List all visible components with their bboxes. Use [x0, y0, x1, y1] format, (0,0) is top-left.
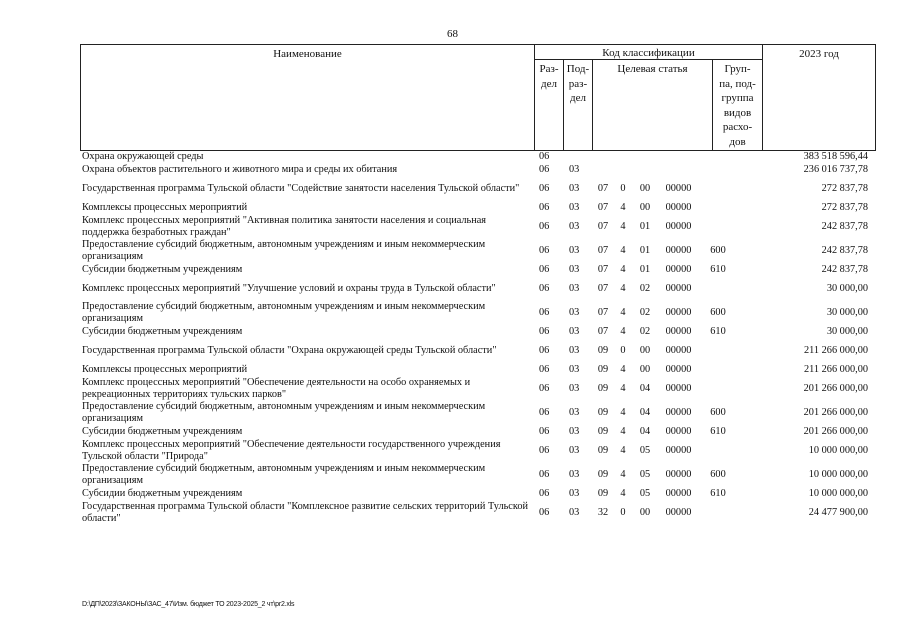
cell-prz: 03	[569, 488, 580, 499]
cell-prz: 03	[569, 307, 580, 318]
cell-cs1: 07	[597, 221, 609, 232]
cell-cs4: 00000	[665, 283, 692, 294]
cell-rz: 06	[539, 507, 550, 518]
cell-cs3: 02	[639, 326, 651, 337]
cell-rz: 06	[539, 326, 550, 337]
table-row	[80, 325, 876, 339]
cell-cs2: 0	[620, 345, 626, 356]
cell-name: Охрана окружающей среды	[82, 151, 204, 162]
cell-name: Субсидии бюджетным учреждениям	[82, 488, 243, 499]
cell-cs2: 4	[620, 407, 626, 418]
cell-cs1: 09	[597, 345, 609, 356]
header-vid: Груп- па, под- группа видов расхо- дов	[712, 60, 762, 151]
cell-name: Предоставление субсидий бюджетным, автономным учреждениям и иным некоммерческим организациям	[82, 239, 486, 262]
cell-cs4: 00000	[665, 364, 692, 375]
cell-cs3: 05	[639, 488, 651, 499]
table-row	[80, 339, 876, 363]
cell-prz: 03	[569, 183, 580, 194]
cell-rz: 06	[539, 164, 550, 175]
cell-sum: 10 000 000,00	[808, 488, 868, 499]
cell-cs3: 01	[639, 221, 651, 232]
header-name: Наименование	[80, 44, 534, 151]
cell-cs4: 00000	[665, 407, 692, 418]
table-row	[80, 263, 876, 277]
cell-cs2: 4	[620, 221, 626, 232]
cell-rz: 06	[539, 245, 550, 256]
cell-cs2: 4	[620, 426, 626, 437]
cell-rz: 06	[539, 488, 550, 499]
cell-sum: 242 837,78	[821, 221, 868, 232]
table-row	[80, 487, 876, 501]
cell-cs2: 4	[620, 488, 626, 499]
cell-cs4: 00000	[665, 507, 692, 518]
cell-name: Комплекс процессных мероприятий "Улучшение условий и охраны труда в Тульской области"	[82, 283, 496, 294]
cell-cs1: 07	[597, 202, 609, 213]
table-row	[80, 151, 876, 163]
cell-rz: 06	[539, 307, 550, 318]
cell-sum: 201 266 000,00	[803, 426, 868, 437]
cell-cs3: 04	[639, 426, 651, 437]
cell-cs1: 07	[597, 283, 609, 294]
table-row	[80, 239, 876, 263]
cell-vr: 610	[710, 426, 726, 437]
header-podrazdel: Под- раз- дел	[563, 60, 592, 151]
cell-cs4: 00000	[665, 383, 692, 394]
table-row	[80, 377, 876, 401]
cell-cs1: 09	[597, 426, 609, 437]
cell-cs2: 4	[620, 264, 626, 275]
table-row	[80, 301, 876, 325]
cell-prz: 03	[569, 426, 580, 437]
cell-cs3: 04	[639, 383, 651, 394]
cell-prz: 03	[569, 283, 580, 294]
cell-rz: 06	[539, 426, 550, 437]
cell-vr: 610	[710, 488, 726, 499]
cell-prz: 03	[569, 507, 580, 518]
cell-cs3: 05	[639, 445, 651, 456]
table-row	[80, 425, 876, 439]
cell-cs2: 4	[620, 383, 626, 394]
cell-cs2: 4	[620, 307, 626, 318]
cell-rz: 06	[539, 221, 550, 232]
cell-sum: 211 266 000,00	[804, 345, 868, 356]
cell-prz: 03	[569, 202, 580, 213]
cell-cs4: 00000	[665, 469, 692, 480]
cell-sum: 383 518 596,44	[803, 151, 868, 162]
cell-name: Субсидии бюджетным учреждениям	[82, 326, 243, 337]
table-row	[80, 439, 876, 463]
cell-cs1: 09	[597, 445, 609, 456]
cell-cs1: 09	[597, 364, 609, 375]
cell-cs4: 00000	[665, 426, 692, 437]
cell-cs1: 07	[597, 307, 609, 318]
cell-cs2: 4	[620, 469, 626, 480]
cell-sum: 30 000,00	[826, 307, 868, 318]
cell-name: Субсидии бюджетным учреждениям	[82, 264, 243, 275]
cell-cs1: 09	[597, 488, 609, 499]
cell-vr: 600	[710, 407, 726, 418]
cell-cs3: 00	[639, 345, 651, 356]
cell-cs4: 00000	[665, 488, 692, 499]
cell-name: Комплекс процессных мероприятий "Обеспечение деятельности государственного учреждения Тульской области "Природа"	[82, 439, 501, 462]
cell-sum: 10 000 000,00	[808, 445, 868, 456]
cell-rz: 06	[539, 151, 550, 162]
header-code-group: Код классификации	[534, 44, 762, 60]
cell-cs2: 4	[620, 326, 626, 337]
table-row	[80, 277, 876, 301]
cell-sum: 211 266 000,00	[804, 364, 868, 375]
cell-sum: 30 000,00	[826, 283, 868, 294]
cell-cs4: 00000	[665, 264, 692, 275]
cell-sum: 272 837,78	[821, 202, 868, 213]
cell-sum: 24 477 900,00	[808, 507, 868, 518]
cell-prz: 03	[569, 221, 580, 232]
cell-name: Предоставление субсидий бюджетным, автономным учреждениям и иным некоммерческим организациям	[82, 463, 486, 486]
table-row	[80, 177, 876, 201]
cell-rz: 06	[539, 345, 550, 356]
cell-cs1: 32	[597, 507, 609, 518]
cell-vr: 600	[710, 307, 726, 318]
cell-name: Комплекс процессных мероприятий "Активная политика занятости населения и социальная поддержка безработных граждан"	[82, 215, 487, 238]
cell-cs3: 00	[639, 183, 651, 194]
cell-cs2: 4	[620, 445, 626, 456]
cell-cs2: 0	[620, 507, 626, 518]
cell-rz: 06	[539, 364, 550, 375]
cell-cs3: 02	[639, 283, 651, 294]
cell-cs4: 00000	[665, 445, 692, 456]
cell-cs4: 00000	[665, 307, 692, 318]
page-number: 68	[447, 28, 458, 40]
cell-cs1: 09	[597, 383, 609, 394]
cell-sum: 10 000 000,00	[808, 469, 868, 480]
cell-sum: 272 837,78	[821, 183, 868, 194]
cell-rz: 06	[539, 183, 550, 194]
cell-cs1: 09	[597, 407, 609, 418]
cell-sum: 242 837,78	[821, 264, 868, 275]
table-row	[80, 401, 876, 425]
cell-rz: 06	[539, 283, 550, 294]
cell-cs2: 4	[620, 202, 626, 213]
cell-rz: 06	[539, 407, 550, 418]
cell-prz: 03	[569, 164, 580, 175]
cell-sum: 242 837,78	[821, 245, 868, 256]
cell-cs1: 07	[597, 326, 609, 337]
cell-cs3: 05	[639, 469, 651, 480]
cell-vr: 610	[710, 326, 726, 337]
cell-cs3: 00	[639, 364, 651, 375]
cell-name: Охрана объектов растительного и животного мира и среды их обитания	[82, 164, 398, 175]
cell-cs3: 00	[639, 202, 651, 213]
cell-cs3: 01	[639, 264, 651, 275]
header-year: 2023 год	[762, 44, 876, 151]
cell-sum: 201 266 000,00	[803, 383, 868, 394]
cell-prz: 03	[569, 326, 580, 337]
cell-sum: 236 016 737,78	[803, 164, 868, 175]
cell-prz: 03	[569, 445, 580, 456]
cell-name: Комплексы процессных мероприятий	[82, 364, 248, 375]
header-razdel: Раз- дел	[534, 60, 563, 151]
header-target: Целевая статья	[592, 60, 712, 151]
cell-sum: 30 000,00	[826, 326, 868, 337]
table-row	[80, 501, 876, 525]
cell-cs4: 00000	[665, 326, 692, 337]
cell-cs2: 4	[620, 364, 626, 375]
cell-rz: 06	[539, 469, 550, 480]
cell-cs1: 07	[597, 245, 609, 256]
cell-name: Комплекс процессных мероприятий "Обеспечение деятельности на особо охраняемых и рекреационных территориях тульских парков"	[82, 377, 471, 400]
cell-name: Государственная программа Тульской области "Охрана окружающей среды Тульской области"	[82, 345, 497, 356]
cell-cs3: 00	[639, 507, 651, 518]
cell-vr: 610	[710, 264, 726, 275]
cell-cs4: 00000	[665, 183, 692, 194]
cell-rz: 06	[539, 445, 550, 456]
cell-rz: 06	[539, 264, 550, 275]
cell-prz: 03	[569, 383, 580, 394]
cell-cs3: 02	[639, 307, 651, 318]
cell-sum: 201 266 000,00	[803, 407, 868, 418]
cell-name: Государственная программа Тульской области "Содействие занятости населения Тульской области"	[82, 183, 520, 194]
cell-rz: 06	[539, 383, 550, 394]
cell-cs2: 4	[620, 245, 626, 256]
cell-cs1: 07	[597, 183, 609, 194]
cell-cs4: 00000	[665, 202, 692, 213]
cell-vr: 600	[710, 245, 726, 256]
file-path-footer: D:\ДП\2023\ЗАКОНЫ\ЗАС_47\Изм. бюджет ТО 2023-2025_2 чт\pr2.xls	[82, 601, 295, 608]
cell-prz: 03	[569, 345, 580, 356]
cell-cs3: 01	[639, 245, 651, 256]
cell-prz: 03	[569, 264, 580, 275]
cell-name: Комплексы процессных мероприятий	[82, 202, 248, 213]
table-row	[80, 201, 876, 215]
cell-cs1: 07	[597, 264, 609, 275]
cell-cs2: 4	[620, 283, 626, 294]
cell-name: Предоставление субсидий бюджетным, автономным учреждениям и иным некоммерческим организациям	[82, 401, 486, 424]
cell-cs2: 0	[620, 183, 626, 194]
table-row	[80, 363, 876, 377]
cell-cs4: 00000	[665, 345, 692, 356]
table-header	[80, 44, 876, 151]
cell-name: Субсидии бюджетным учреждениям	[82, 426, 243, 437]
table-row	[80, 463, 876, 487]
cell-prz: 03	[569, 469, 580, 480]
cell-cs4: 00000	[665, 221, 692, 232]
cell-prz: 03	[569, 364, 580, 375]
cell-cs3: 04	[639, 407, 651, 418]
cell-cs1: 09	[597, 469, 609, 480]
table-row	[80, 215, 876, 239]
cell-name: Предоставление субсидий бюджетным, автономным учреждениям и иным некоммерческим организациям	[82, 301, 486, 324]
table-body	[80, 151, 876, 525]
table-row	[80, 163, 876, 177]
cell-vr: 600	[710, 469, 726, 480]
cell-name: Государственная программа Тульской области "Комплексное развитие сельских территорий Тульской области"	[82, 501, 528, 524]
cell-prz: 03	[569, 245, 580, 256]
cell-rz: 06	[539, 202, 550, 213]
cell-prz: 03	[569, 407, 580, 418]
cell-cs4: 00000	[665, 245, 692, 256]
